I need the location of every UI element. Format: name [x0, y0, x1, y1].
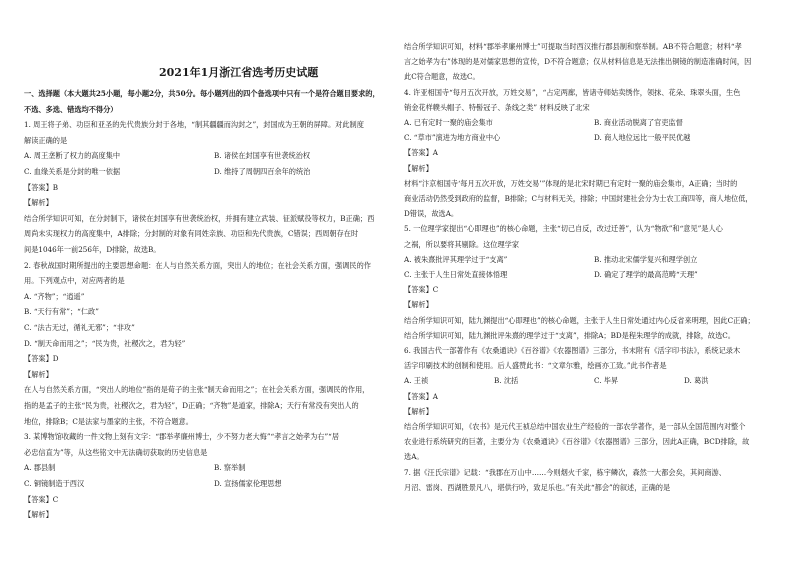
- text-line: 4. 许亚相国寺“每月五次开放，万姓交易”，“占定两廊，皆诸寺师姑卖绣作，领抹、花朵、珠翠头面，生色: [404, 87, 741, 97]
- option-item: B. 诸侯在封国享有世袭统治权: [214, 151, 311, 161]
- option-item: C. 毕昇: [594, 376, 619, 386]
- text-line: 【解析】: [404, 300, 433, 310]
- text-line: 【解析】: [24, 510, 53, 520]
- text-line: 解读正确的是: [24, 135, 68, 145]
- text-line: 言之始孝为右”体现的是对儒家思想的宣传，D不符合题意；仅从材料信息是无法推出铜镜的制造准确时间，因: [404, 57, 752, 67]
- text-line: 指的是孟子的主张“民为贵，社稷次之，君为轻”，D正确；“齐物”是道家，排除A；天行有常没有突出人的: [24, 401, 359, 410]
- text-line: 间是1046年一前256年，D排除，故选B。: [24, 245, 161, 254]
- text-line: 材料“汴京相国寺‘每月五次开放，万姓交易’”体现的是北宋时期已有定时一聚的庙会集市，A正确；当时的: [404, 178, 738, 188]
- text-line: 在人与自然关系方面，“突出人的地位”指的是荀子的主张“制天命而用之”；在社会关系方面，强调民的作用，: [24, 385, 370, 395]
- text-line: 销金花样幞头帽子、特髻冠子、条线之类” 材料反映了北宋: [404, 102, 590, 112]
- text-line: 1. 周王将子弟、功臣和亚圣的先代贵族分封于各地，“制其疆疆而沟封之”，封国成为王朝的屏障。对此制度: [24, 120, 364, 130]
- text-line: 周尚未实现权力的高度集中，A排除；分封制的对象有同姓亲族、功臣和先代贵族，C错误；西周朝存在时: [24, 229, 359, 239]
- text-line: 6. 我国古代一部著作有《农桑通诀》《百谷谱》《农器图谱》三部分，书末附有《活字印书法》，系统记录木: [404, 346, 741, 355]
- text-line: 【解析】: [404, 163, 433, 173]
- text-line: 【答案】D: [24, 354, 59, 364]
- option-item: C. 铜镜制造于西汉: [24, 479, 85, 488]
- option-item: D. 确定了理学的最高范畴“天理”: [594, 270, 698, 279]
- text-line: 农业进行系统研究的巨著，主要分为《农桑通诀》《百谷谱》《农器图谱》三部分，因此A正确，BCD排除，故: [404, 437, 750, 447]
- text-line: 【答案】A: [404, 391, 438, 401]
- text-line: 结合所学知识可知，材料“郡举孝廉州博士”可提取当时西汉推行郡县制和察举制。AB不符合题意；材料“孝: [404, 42, 742, 51]
- text-line: 地位，排除B；C是法家与墨家的主张，不符合题意。: [24, 416, 193, 426]
- text-line: 【解析】: [404, 406, 433, 416]
- text-line: 商业活动仍然受到政府的监督，B排除；C与材料无关，排除；中国封建社会分为士农工商四等，商人地位低，: [404, 194, 753, 203]
- option-item: A. 已有定时一聚的庙会集市: [404, 118, 493, 127]
- option-item: D. 商人地位远比一般平民优越: [594, 133, 691, 143]
- option-item: C. 主张于人生日常处直接体悟理: [404, 270, 508, 279]
- text-line: 7. 据《汪氏宗谱》记载：“我郡在万山中……今则烟火千家，栋宇鳞次，森然一大都会矣，其间商游、: [404, 467, 726, 477]
- option-item: C. 血缘关系是分封的唯一依据: [24, 167, 121, 176]
- option-item: A. 被朱熹批评其理学过于“支离”: [404, 254, 508, 264]
- text-line: 用。下列观点中，对应两者的是: [24, 276, 125, 286]
- option-item: D. 葛洪: [684, 376, 709, 386]
- text-line: 【解析】: [24, 369, 53, 379]
- text-line: 5. 一位理学家提出“心即理也”的核心命题，主张“切己自反，改过迁善”，认为“物欲”和“意见”是人心: [404, 224, 723, 234]
- text-line: 【答案】A: [404, 148, 438, 158]
- option-item: C. “草市”演进为地方商业中心: [404, 133, 501, 143]
- text-line: 此C符合题意，故选C。: [404, 72, 480, 82]
- option-item: D. 维持了周朝四百余年的统治: [214, 167, 311, 176]
- text-line: 结合所学知识可知，陆九渊批评朱熹的理学过于“支离”，排除A；BD是程朱理学的成就，排除，故选C。: [404, 330, 735, 340]
- text-line: 3. 某博物馆收藏的一件文物上刻有文字：“郡举孝廉州博士，少不努力老大悔”“孝言之始孝为右”“居: [24, 432, 340, 442]
- text-line: 【答案】C: [404, 285, 439, 295]
- text-line: 【答案】B: [24, 182, 59, 192]
- option-item: B. 推动北宋儒学复兴和理学创立: [594, 254, 698, 264]
- text-line: 必忠信直为”等，从这些铭文中无法确切获取的历史信息是: [24, 447, 208, 457]
- text-line: 月沼、雷岗、西湖胜景凡八，堪供行吟，致足乐也。”有关此“都会”的叙述，正确的是: [404, 482, 671, 492]
- text-line: 【答案】C: [24, 494, 59, 504]
- option-item: B. 沈括: [494, 376, 519, 386]
- text-line: A. “齐物”；“逍遥”: [24, 291, 85, 301]
- text-line: D. “制天命而用之”；“民为贵，社稷次之，君为轻”: [24, 338, 186, 348]
- text-line: 选A。: [404, 452, 424, 462]
- text-line: 结合所学知识可知，陆九渊提出“心即理也”的核心命题，主张于人生日常处通过内心反省来明理，因此C正确；: [404, 315, 755, 325]
- text-line: 不选、多选、错选均不得分）: [24, 104, 118, 114]
- text-line: 2. 春秋战国时期所提出的主要思想命题：在人与自然关系方面，突出人的地位；在社会关系方面，强调民的作: [24, 260, 371, 270]
- page-title: 2021年1月浙江省选考历史试题: [159, 66, 319, 79]
- option-item: B. 察举制: [214, 463, 246, 473]
- option-item: A. 郡县制: [24, 463, 56, 473]
- text-line: B. “天行有常”；“仁政”: [24, 307, 99, 317]
- option-item: A. 周王垄断了权力的高度集中: [24, 151, 121, 161]
- text-line: 之祸，所以要将其剔除。这位理学家: [404, 239, 520, 249]
- text-line: D错误，故选A。: [404, 209, 459, 219]
- option-item: A. 王祯: [404, 376, 429, 386]
- option-item: B. 商业活动脱离了官吏监督: [594, 118, 683, 127]
- text-line: 【解析】: [24, 198, 53, 208]
- text-line: 一、选择题（本大题共25小题，每小题2分，共50分。每小题列出的四个备选项中只有一个是符合题目要求的，: [24, 89, 380, 98]
- option-item: D. 宣扬儒家伦理思想: [214, 479, 282, 488]
- text-line: 结合所学知识可知，《农书》是元代王祯总结中国农业生产经验的一部农学著作，是一部从全国范围内对整个: [404, 422, 746, 431]
- text-line: C. “法古无过，循礼无邪”；“非攻”: [24, 323, 135, 332]
- text-line: 活字印刷技术的创制和使用。后人盛赞此书：“文章尔雅，绘画亦工致。”此书作者是: [404, 361, 667, 371]
- text-line: 结合所学知识可知，在分封制下，诸侯在封国享有世袭统治权，并拥有建立武装、征派赋役等权力，B正确；西: [24, 213, 375, 223]
